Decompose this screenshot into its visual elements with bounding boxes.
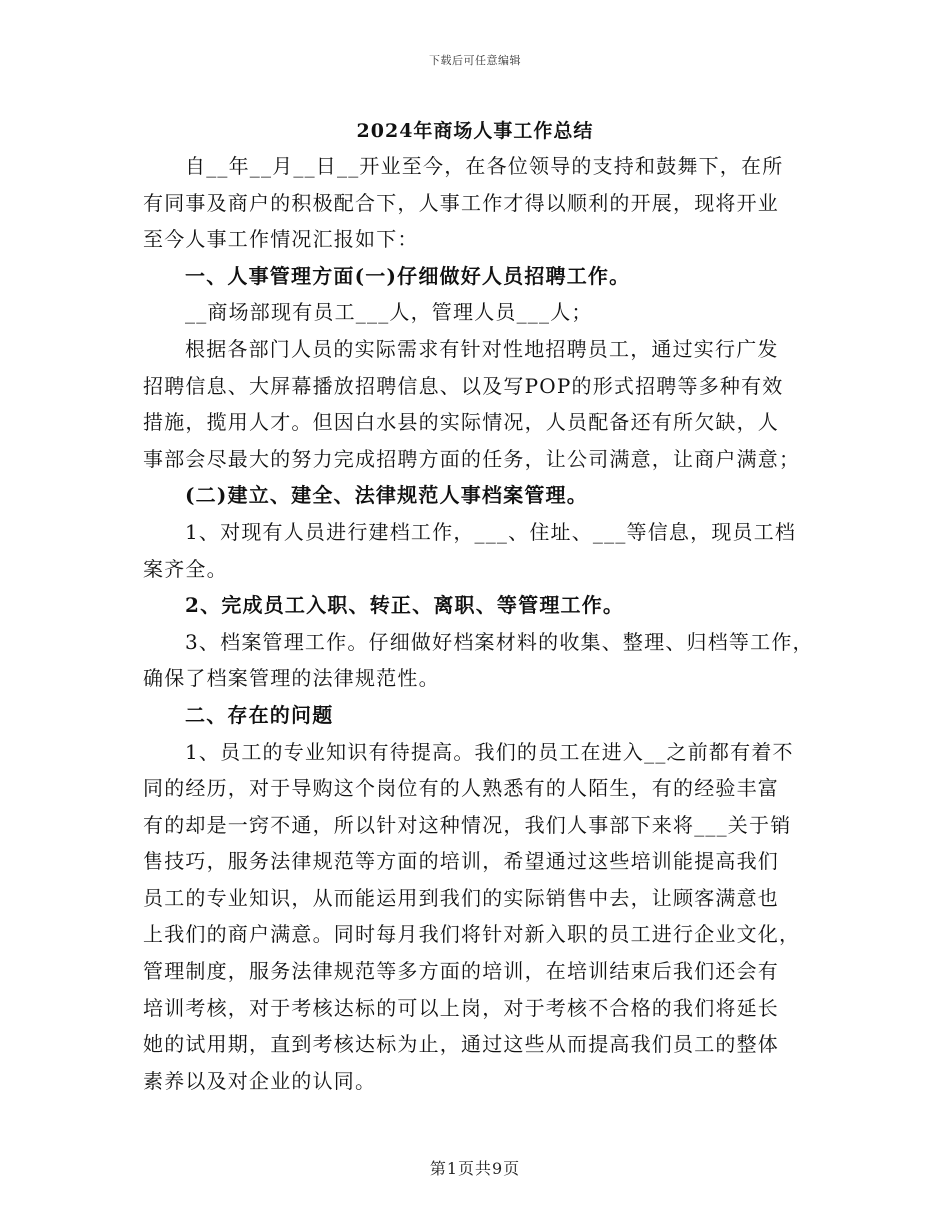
paragraph-line: 1、对现有人员进行建档工作，___、住址、___等信息，现员工档: [185, 519, 797, 544]
paragraph-line: 确保了档案管理的法律规范性。: [143, 666, 440, 691]
section-heading: (二)建立、建全、法律规范人事档案管理。: [185, 483, 588, 508]
paragraph-line: 3、档案管理工作。仔细做好档案材料的收集、整理、归档等工作，: [185, 629, 814, 654]
paragraph-line: 售技巧，服务法律规范等方面的培训，希望通过这些培训能提高我们: [143, 849, 779, 874]
paragraph-line: 根据各部门人员的实际需求有针对性地招聘员工，通过实行广发: [185, 336, 779, 361]
section-heading: 二、存在的问题: [185, 702, 334, 727]
paragraph-line: 措施，揽用人才。但因白水县的实际情况，人员配备还有所欠缺，人: [143, 410, 779, 435]
paragraph-line: 有同事及商户的积极配合下，人事工作才得以顺利的开展，现将开业: [143, 190, 779, 215]
page-number: 第1页共9页: [429, 1159, 521, 1178]
document-body: [143, 148, 823, 1099]
paragraph-line: 自__年__月__日__开业至今，在各位领导的支持和鼓舞下，在所: [185, 154, 784, 178]
paragraph-line: 她的试用期，直到考核达标为止，通过这些从而提高我们员工的整体: [143, 1032, 779, 1057]
paragraph-line: 培训考核，对于考核达标的可以上岗，对于考核不合格的我们将延长: [143, 995, 779, 1020]
paragraph-line: 案齐全。: [143, 556, 228, 581]
document-title: 2024年商场人事工作总结: [356, 120, 594, 142]
paragraph-line: 招聘信息、大屏幕播放招聘信息、以及写POP的形式招聘等多种有效: [143, 373, 784, 398]
paragraph-line: 素养以及对企业的认同。: [143, 1068, 377, 1093]
section-heading: 2、完成员工入职、转正、离职、等管理工作。: [185, 593, 625, 618]
paragraph-line: 1、员工的专业知识有待提高。我们的员工在进入__之前都有着不: [185, 739, 794, 764]
paragraph-line: 管理制度，服务法律规范等多方面的培训，在培训结束后我们还会有: [143, 959, 779, 984]
paragraph-line: 事部会尽最大的努力完成招聘方面的任务，让公司满意，让商户满意；: [143, 446, 801, 471]
paragraph-line: 上我们的商户满意。同时每月我们将针对新入职的员工进行企业文化，: [143, 922, 801, 947]
paragraph-line: __商场部现有员工___人，管理人员___人；: [185, 300, 593, 325]
section-heading: 一、人事管理方面(一)仔细做好人员招聘工作。: [185, 263, 631, 288]
paragraph-line: 有的却是一窍不通，所以针对这种情况，我们人事部下来将___关于销: [143, 812, 792, 837]
paragraph-line: 至今人事工作情况汇报如下：: [143, 227, 419, 252]
page-header-note: 下载后可任意编辑: [429, 54, 521, 67]
paragraph-line: 同的经历，对于导购这个岗位有的人熟悉有的人陌生，有的经验丰富: [143, 776, 779, 801]
paragraph-line: 员工的专业知识，从而能运用到我们的实际销售中去，让顾客满意也: [143, 885, 779, 910]
